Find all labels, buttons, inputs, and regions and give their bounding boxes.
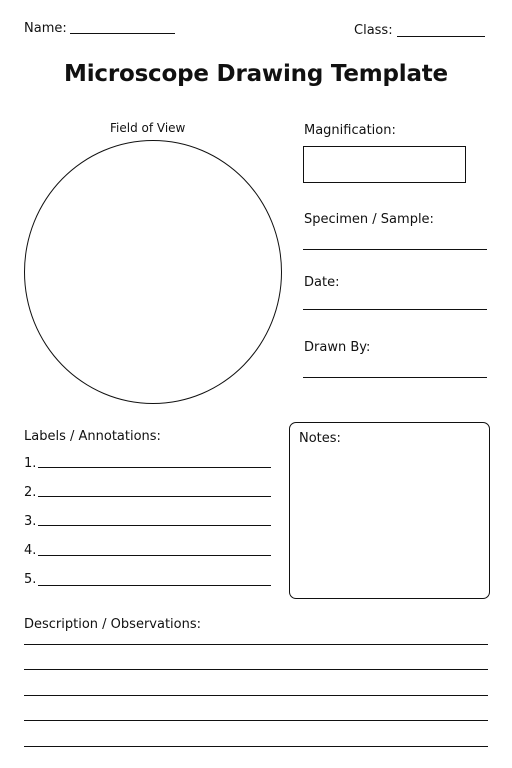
magnification-field[interactable] [303, 146, 466, 183]
drawn-by-label: Drawn By: [304, 340, 371, 355]
label-number-1: 1. [24, 456, 37, 471]
description-line-3[interactable] [24, 695, 488, 696]
label-number-5: 5. [24, 572, 37, 587]
description-heading: Description / Observations: [24, 617, 201, 632]
description-line-4[interactable] [24, 720, 488, 721]
notes-box[interactable] [289, 422, 490, 599]
description-line-1[interactable] [24, 644, 488, 645]
description-line-5[interactable] [24, 746, 488, 747]
description-line-2[interactable] [24, 669, 488, 670]
label-field-1[interactable] [38, 467, 271, 468]
label-field-4[interactable] [38, 555, 271, 556]
name-field[interactable] [70, 33, 175, 34]
class-label: Class: [354, 23, 393, 38]
labels-heading: Labels / Annotations: [24, 429, 161, 444]
specimen-field[interactable] [303, 249, 487, 250]
drawn-by-field[interactable] [303, 377, 487, 378]
specimen-label: Specimen / Sample: [304, 212, 434, 227]
label-number-4: 4. [24, 543, 37, 558]
notes-label: Notes: [299, 431, 341, 446]
date-field[interactable] [303, 309, 487, 310]
page-title: Microscope Drawing Template [64, 61, 448, 87]
name-label: Name: [24, 21, 67, 36]
label-field-3[interactable] [38, 525, 271, 526]
field-of-view-label: Field of View [110, 121, 186, 135]
class-field[interactable] [397, 36, 485, 37]
field-of-view-circle[interactable] [24, 140, 282, 404]
label-number-3: 3. [24, 514, 37, 529]
magnification-label: Magnification: [304, 123, 396, 138]
label-field-5[interactable] [38, 585, 271, 586]
date-label: Date: [304, 275, 340, 290]
label-number-2: 2. [24, 485, 37, 500]
label-field-2[interactable] [38, 496, 271, 497]
